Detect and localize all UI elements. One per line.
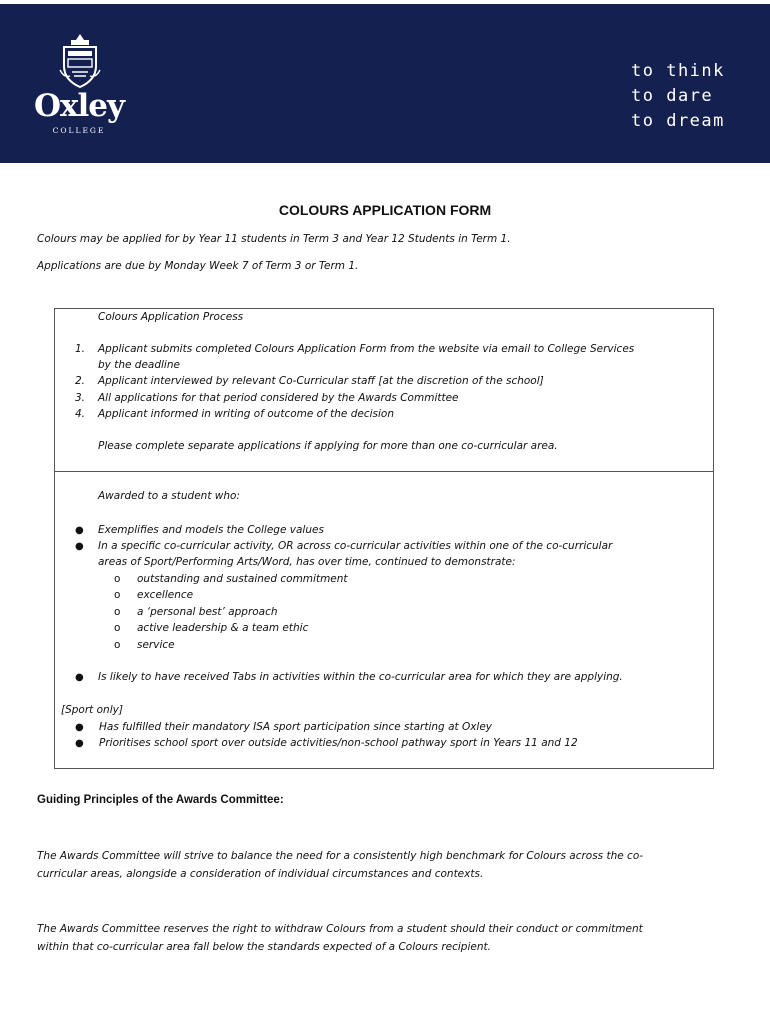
circle-bullet-icon: o <box>114 639 121 651</box>
bullet-icon: ● <box>75 722 84 733</box>
step-number: 3. <box>74 392 85 404</box>
step-text: Applicant interviewed by relevant Co-Curricular staff [at the discretion of the school] <box>98 375 544 387</box>
paragraph-line: within that co-curricular area fall below the standards expected of a Colours recipient. <box>37 941 491 953</box>
step-number: 1. <box>74 343 85 355</box>
process-heading: Colours Application Process <box>98 311 244 323</box>
paragraph-line: The Awards Committee will strive to balance the need for a consistently high benchmark for Colours across the co- <box>37 850 644 862</box>
criteria-item: Exemplifies and models the College values <box>98 524 324 536</box>
circle-bullet-icon: o <box>114 606 121 618</box>
bullet-icon: ● <box>75 672 84 683</box>
sub-item: a ‘personal best’ approach <box>137 606 278 618</box>
form-title: COLOURS APPLICATION FORM <box>278 202 492 218</box>
step-text: Applicant submits completed Colours Application Form from the website via email to College Services <box>98 343 635 355</box>
intro-text: Applications are due by Monday Week 7 of Term 3 or Term 1. <box>37 260 359 272</box>
paragraph-line: curricular areas, alongside a consideration of individual circumstances and contexts. <box>37 868 484 880</box>
process-criteria-box <box>54 308 714 769</box>
bullet-icon: ● <box>75 525 84 536</box>
sport-only-label: [Sport only] <box>61 704 123 716</box>
step-number: 4. <box>74 408 85 420</box>
sub-item: excellence <box>137 589 194 601</box>
logo-wordmark: Oxley <box>34 88 124 124</box>
paragraph-line: The Awards Committee reserves the right to withdraw Colours from a student should their conduct or commitment <box>37 923 643 935</box>
sub-item: service <box>137 639 175 651</box>
criteria-item: areas of Sport/Performing Arts/Word, has over time, continued to demonstrate: <box>98 556 516 568</box>
tagline-line: to dare <box>631 86 714 106</box>
circle-bullet-icon: o <box>114 622 121 634</box>
sub-item: active leadership & a team ethic <box>137 622 309 634</box>
tagline <box>631 59 725 134</box>
sub-item: outstanding and sustained commitment <box>137 573 348 585</box>
criteria-item: In a specific co-curricular activity, OR across co-curricular activities within one of the co-curricular <box>98 540 613 552</box>
college-logo <box>34 32 124 138</box>
tagline-line: to dream <box>631 111 725 131</box>
circle-bullet-icon: o <box>114 573 121 585</box>
criteria-item: Is likely to have received Tabs in activities within the co-curricular area for which they are applying. <box>98 671 623 683</box>
principles-paragraph <box>37 920 727 956</box>
header-banner <box>0 4 770 163</box>
intro-text: Colours may be applied for by Year 11 students in Term 3 and Year 12 Students in Term 1. <box>37 233 511 245</box>
logo-subtext: COLLEGE <box>52 126 106 135</box>
sport-item: Prioritises school sport over outside activities/non-school pathway sport in Years 11 and 12 <box>99 737 578 749</box>
bullet-icon: ● <box>75 738 84 749</box>
principles-heading: Guiding Principles of the Awards Committee: <box>37 794 284 806</box>
process-note: Please complete separate applications if applying for more than one co-curricular area. <box>98 440 558 452</box>
step-number: 2. <box>74 375 85 387</box>
step-text: Applicant informed in writing of outcome of the decision <box>98 408 394 420</box>
step-text: by the deadline <box>98 359 180 371</box>
tagline-line: to think <box>631 61 725 81</box>
sport-item: Has fulfilled their mandatory ISA sport participation since starting at Oxley <box>99 721 493 733</box>
bullet-icon: ● <box>75 541 84 552</box>
section-divider <box>55 471 713 472</box>
circle-bullet-icon: o <box>114 589 121 601</box>
criteria-heading: Awarded to a student who: <box>98 490 240 502</box>
step-text: All applications for that period considered by the Awards Committee <box>98 392 459 404</box>
crest-icon <box>58 32 102 90</box>
principles-paragraph <box>37 847 727 883</box>
